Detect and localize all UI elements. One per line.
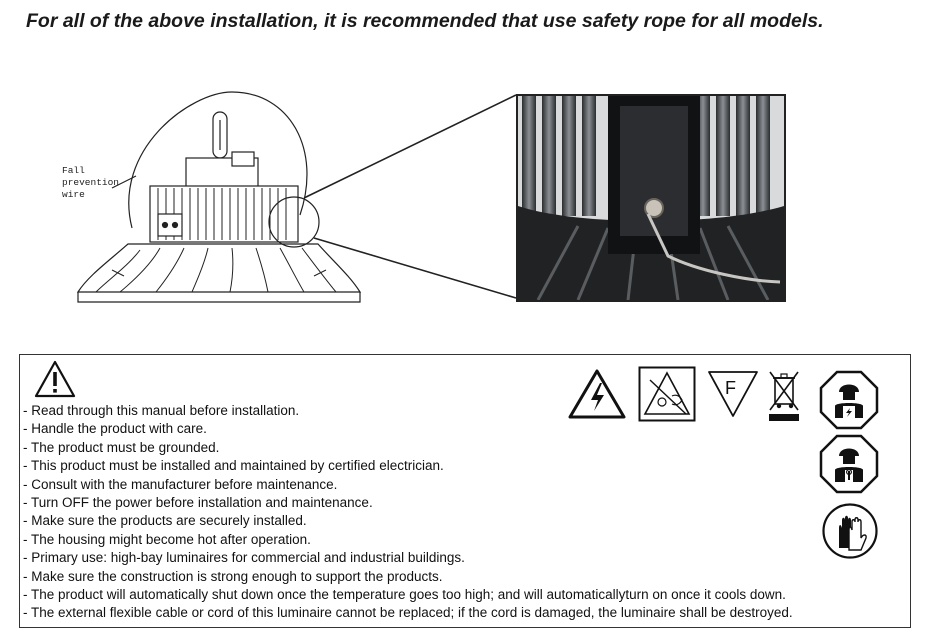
rule-item: - Read through this manual before installation.	[23, 403, 300, 418]
rule-item: - The housing might become hot after operation.	[23, 531, 311, 547]
maintenance-technician-icon	[819, 434, 879, 494]
rule-item: - Make sure the construction is strong enough to support the products.	[23, 568, 443, 584]
rule-item: - The product will automatically shut down once the temperature goes too high; and will automaticallyturn on once it cools down.	[23, 587, 786, 603]
luminaire-diagram	[0, 60, 931, 330]
rule-item: - The product must be grounded.	[23, 439, 220, 455]
f-mark-letter: F	[725, 378, 736, 398]
rule-item: - Consult with the manufacturer before maintenance.	[23, 476, 338, 492]
page-heading: For all of the above installation, it is recommended that use safety rope for all models.	[26, 10, 824, 32]
rule-item: - Turn OFF the power before installation and maintenance.	[23, 495, 373, 511]
caution-icon	[34, 360, 76, 398]
rule-item: - Handle the product with care.	[23, 421, 207, 437]
protective-gloves-icon	[821, 502, 879, 560]
weee-bin-icon	[767, 368, 801, 424]
safety-rules-list	[23, 402, 793, 623]
no-direct-light-icon	[638, 366, 696, 422]
fall-prevention-label: Fall prevention wire	[62, 165, 120, 200]
detail-photo	[516, 94, 786, 302]
rule-item: - Primary use: high-bay luminaires for commercial and industrial buildings.	[23, 550, 465, 566]
rule-item: - This product must be installed and maintained by certified electrician.	[23, 458, 444, 474]
electric-hazard-icon	[567, 368, 627, 420]
rule-item: - Make sure the products are securely installed.	[23, 513, 307, 529]
rule-item: - The external flexible cable or cord of this luminaire cannot be replaced; if the cord is damaged, the luminaire shall be destroyed.	[23, 605, 793, 621]
certified-electrician-icon	[819, 370, 879, 430]
